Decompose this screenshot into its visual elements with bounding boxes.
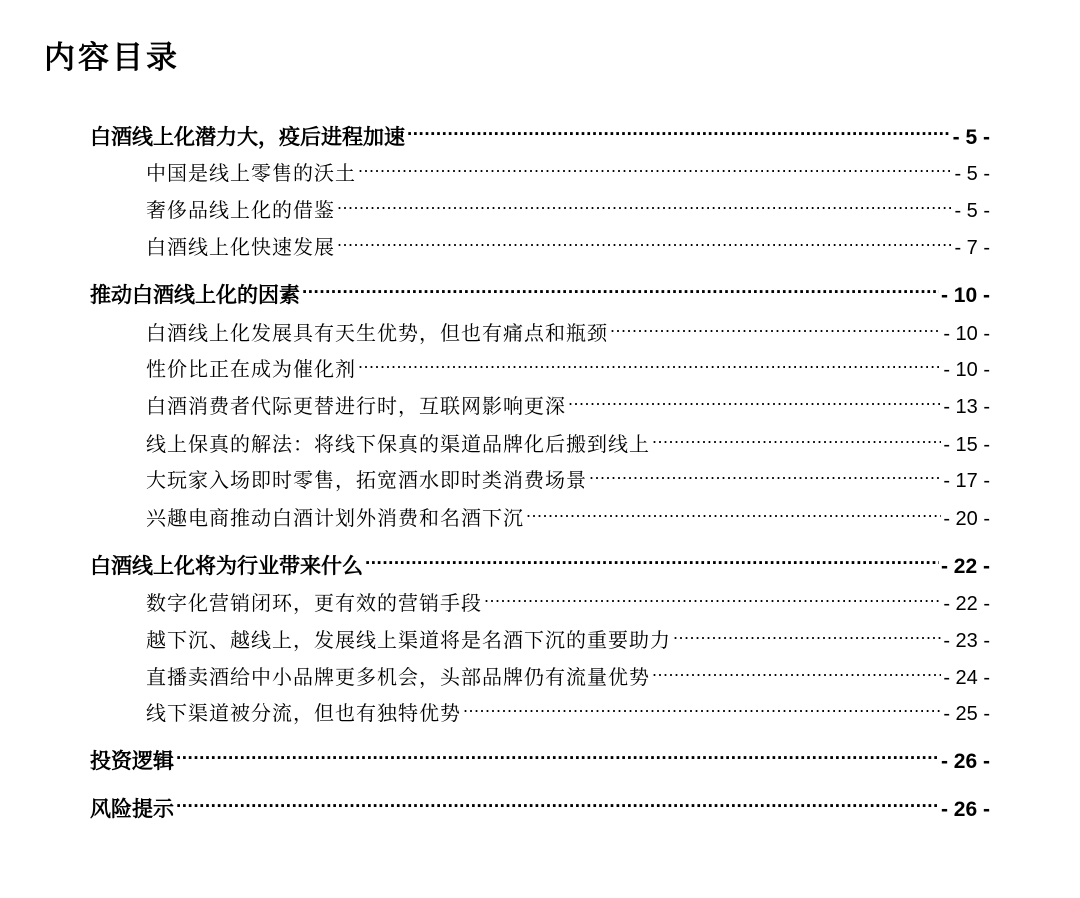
toc-dot-leader [176, 732, 939, 768]
toc-entry-section[interactable] [90, 780, 990, 821]
toc-entry-section[interactable] [90, 537, 990, 578]
toc-entry-page: - 26 - [940, 750, 990, 773]
toc-entry-page: - 23 - [943, 630, 990, 652]
toc-dot-leader [337, 218, 952, 254]
toc-entry-label: 越下沉、越线上，发展线上渠道将是名酒下沉的重要助力 [146, 628, 671, 652]
toc-dot-leader [652, 648, 941, 684]
toc-entry-page: - 10 - [940, 284, 990, 307]
toc-entry-subsection[interactable] [90, 489, 990, 530]
toc-dot-leader [302, 266, 939, 302]
toc-entry-subsection[interactable] [90, 340, 990, 381]
toc-entry-page: - 15 - [943, 434, 990, 456]
toc-dot-leader [484, 574, 941, 610]
toc-entry-subsection[interactable] [90, 574, 990, 615]
toc-entry-subsection[interactable] [90, 304, 990, 345]
toc-dot-leader [176, 780, 939, 816]
toc-entry-subsection[interactable] [90, 218, 990, 259]
page-title: 内容目录 [44, 40, 180, 76]
toc-dot-leader [610, 304, 941, 340]
toc-entry-label: 大玩家入场即时零售，拓宽酒水即时类消费场景 [146, 468, 587, 492]
toc-entry-label: 直播卖酒给中小品牌更多机会，头部品牌仍有流量优势 [146, 665, 650, 689]
toc-entry-page: - 5 - [952, 126, 990, 149]
toc-entry-page: - 24 - [943, 667, 990, 689]
toc-entry-subsection[interactable] [90, 415, 990, 456]
toc-entry-label: 白酒线上化发展具有天生优势，但也有痛点和瓶颈 [146, 321, 608, 345]
toc-dot-leader [589, 451, 941, 487]
toc-entry-label: 投资逻辑 [90, 748, 174, 773]
toc-entry-label: 线上保真的解法：将线下保真的渠道品牌化后搬到线上 [146, 432, 650, 456]
toc-entry-label: 推动白酒线上化的因素 [90, 282, 300, 307]
toc-dot-leader [568, 377, 941, 413]
toc-entry-subsection[interactable] [90, 377, 990, 418]
toc-entry-page: - 5 - [954, 200, 990, 222]
toc-entry-label: 奢侈品线上化的借鉴 [146, 198, 335, 222]
toc-entry-label: 线下渠道被分流，但也有独特优势 [146, 701, 461, 725]
toc-entry-label: 中国是线上零售的沃土 [146, 161, 356, 185]
toc-entry-page: - 7 - [954, 237, 990, 259]
toc-entry-page: - 10 - [943, 359, 990, 381]
toc-entry-page: - 5 - [954, 163, 990, 185]
toc-entry-subsection[interactable] [90, 451, 990, 492]
toc-dot-leader [673, 611, 941, 647]
toc-dot-leader [337, 181, 952, 217]
toc-entry-page: - 26 - [940, 798, 990, 821]
toc-entry-page: - 10 - [943, 323, 990, 345]
toc-dot-leader [358, 144, 952, 180]
toc-entry-page: - 25 - [943, 703, 990, 725]
toc-dot-leader [652, 415, 941, 451]
toc-entry-page: - 22 - [943, 593, 990, 615]
toc-entry-subsection[interactable] [90, 611, 990, 652]
toc-entry-section[interactable] [90, 266, 990, 307]
toc-dot-leader [526, 489, 941, 525]
toc-entry-page: - 20 - [943, 508, 990, 530]
toc-entry-page: - 13 - [943, 396, 990, 418]
toc-entry-label: 白酒消费者代际更替进行时，互联网影响更深 [146, 394, 566, 418]
toc-entry-page: - 22 - [940, 555, 990, 578]
toc-entry-page: - 17 - [943, 470, 990, 492]
toc-entry-subsection[interactable] [90, 648, 990, 689]
toc-entry-label: 兴趣电商推动白酒计划外消费和名酒下沉 [146, 506, 524, 530]
toc-dot-leader [358, 340, 941, 376]
toc-entry-label: 白酒线上化潜力大，疫后进程加速 [90, 124, 405, 149]
toc-entry-label: 白酒线上化快速发展 [146, 235, 335, 259]
toc-entry-label: 数字化营销闭环，更有效的营销手段 [146, 591, 482, 615]
toc-entry-subsection[interactable] [90, 684, 990, 725]
toc-dot-leader [463, 684, 941, 720]
toc-entry-label: 白酒线上化将为行业带来什么 [90, 553, 363, 578]
toc-entry-label: 风险提示 [90, 796, 174, 821]
toc-entry-subsection[interactable] [90, 144, 990, 185]
toc-entry-subsection[interactable] [90, 181, 990, 222]
toc-entry-label: 性价比正在成为催化剂 [146, 357, 356, 381]
toc-entry-section[interactable] [90, 108, 990, 149]
toc-dot-leader [407, 108, 951, 144]
toc-entry-section[interactable] [90, 732, 990, 773]
toc-dot-leader [365, 537, 939, 573]
